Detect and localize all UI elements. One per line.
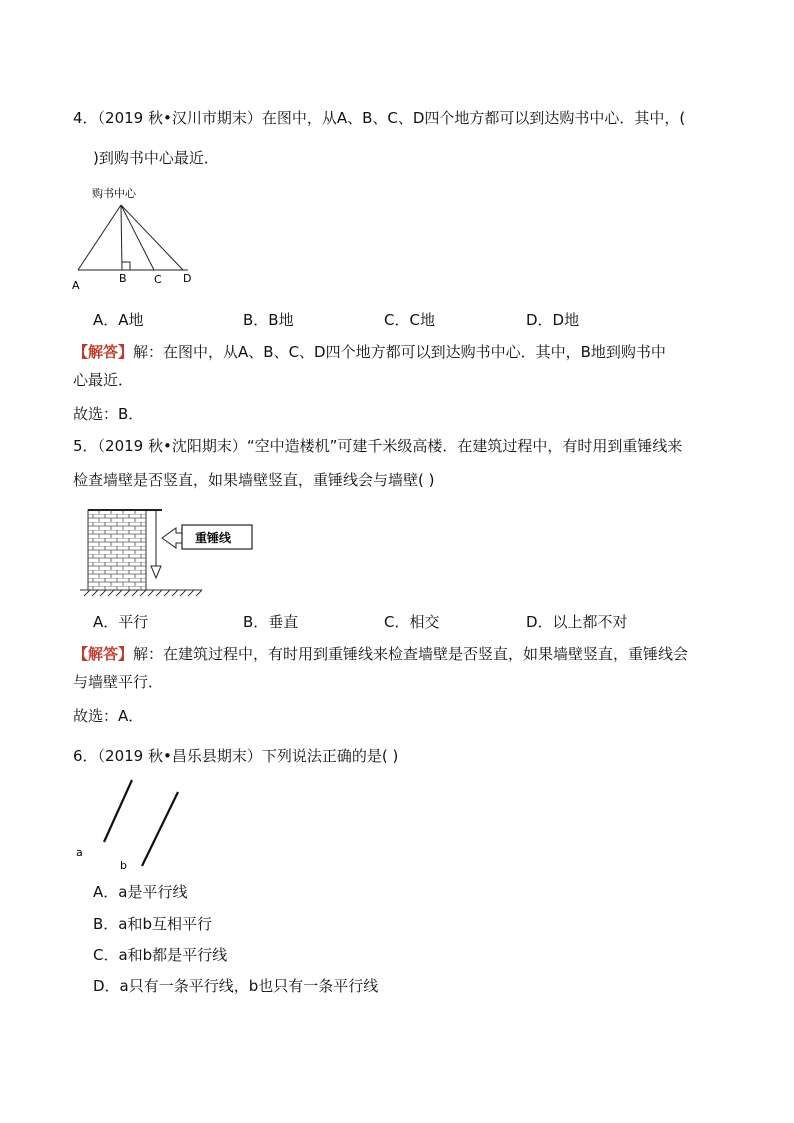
q4-line-D [121,205,183,270]
q4-option-a: A．A地 [93,311,144,329]
q4-answer-line2: 心最近． [73,371,134,389]
q4-label-B: B [119,272,127,285]
q4-option-c: C．C地 [384,311,435,329]
q4-stem-line2: )到购书中心最近． [93,149,219,167]
q4-line-C [121,205,154,270]
q6-label-b: b [120,859,127,872]
q6-line-a [104,780,132,842]
q4-option-b: B．B地 [243,311,294,329]
q5-option-b: B．垂直 [243,613,299,631]
q5-brick-wall [88,510,146,590]
q4-stem-line1: 4．（2019 秋•汉川市期末）在图中，从A、B、C、D四个地方都可以到达购书中心．其中，( [73,109,686,127]
q5-figure [78,506,258,606]
q6-option-d: D．a只有一条平行线，b也只有一条平行线 [93,977,379,995]
q4-label-A: A [72,279,80,292]
q6-stem: 6．（2019 秋•昌乐县期末）下列说法正确的是( ) [73,747,399,765]
q5-option-a: A．平行 [93,613,149,631]
q6-figure [70,776,200,876]
q6-option-a: A．a是平行线 [93,883,188,901]
q5-ground [80,590,202,596]
q6-line-b [142,792,178,866]
q5-stem-line1: 5．（2019 秋•沈阳期末）“空中造楼机”可建千米级高楼．在建筑过程中，有时用到重锤线来 [73,437,683,455]
q4-line-A [78,205,121,270]
q4-figure [70,183,200,293]
q4-choice: 故选：B． [73,405,144,423]
q4-answer-text: 解：在图中，从A、B、C、D四个地方都可以到达购书中心．其中，B地到购书中 [133,343,666,361]
q4-fig-top-label: 购书中心 [92,187,136,200]
q5-answer-line1 [73,644,688,664]
q5-arrow [162,528,182,548]
q5-answer-line2: 与墙壁平行． [73,673,164,691]
q6-option-c: C．a和b都是平行线 [93,946,228,964]
q5-option-c: C．相交 [384,613,440,631]
q4-right-angle-mark [122,262,130,270]
q4-answer-tag: 【解答】 [73,343,134,361]
q5-plumb-bob [151,566,161,578]
q4-answer-line1 [73,342,666,362]
q4-line-B [121,205,122,270]
q5-fig-label: 重锤线 [195,531,232,545]
q5-answer-text: 解：在建筑过程中，有时用到重锤线来检查墙壁是否竖直，如果墙壁竖直，重锤线会 [133,645,689,663]
q5-option-d: D．以上都不对 [526,613,628,631]
q6-option-b: B．a和b互相平行 [93,915,213,933]
q4-label-C: C [154,273,162,286]
q4-option-d: D．D地 [526,311,580,329]
q5-stem-line2: 检查墙壁是否竖直，如果墙壁竖直，重锤线会与墙壁( ) [73,471,435,489]
q5-answer-tag: 【解答】 [73,645,134,663]
q4-label-D: D [183,272,192,285]
q6-label-a: a [76,846,83,859]
q5-choice: 故选：A． [73,707,144,725]
